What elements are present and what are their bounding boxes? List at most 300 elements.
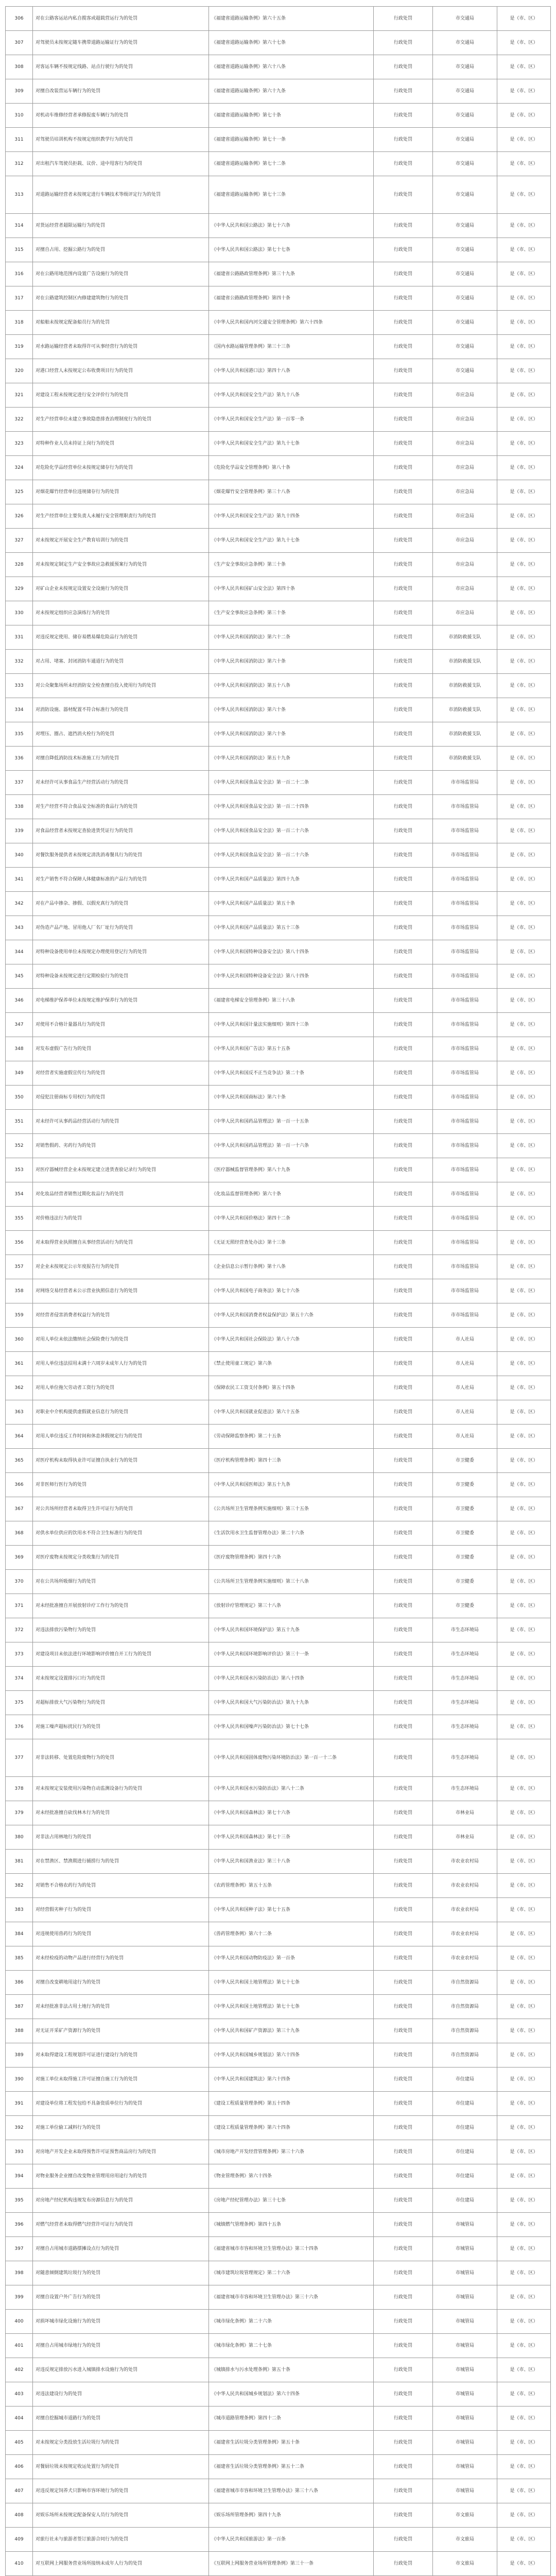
legal-basis-cell: 《中华人民共和国矿产资源法》第三十九条 xyxy=(208,2019,373,2043)
item-type-cell: 行政处罚 xyxy=(374,722,433,747)
department-cell: 市市场监管局 xyxy=(432,795,497,819)
level-flag-cell: 是（市、区） xyxy=(497,2261,551,2285)
table-row xyxy=(6,1425,551,1449)
department-cell: 市住建局 xyxy=(432,2164,497,2189)
department-cell: 市市场监管局 xyxy=(432,916,497,940)
level-flag-cell: 是（市、区） xyxy=(497,176,551,214)
legal-basis-cell: 《中华人民共和国产品质量法》第四十九条 xyxy=(208,868,373,892)
level-flag-cell: 是（市、区） xyxy=(497,31,551,55)
item-type-cell: 行政处罚 xyxy=(374,176,433,214)
department-cell: 市消防救援支队 xyxy=(432,722,497,747)
item-type-cell: 行政处罚 xyxy=(374,1231,433,1255)
item-name-cell: 对违规使用兽药行为的处罚 xyxy=(33,1922,209,1946)
department-cell: 市应急局 xyxy=(432,601,497,625)
item-type-cell: 行政处罚 xyxy=(374,1303,433,1328)
item-name-cell: 对违法排放污染物行为的处罚 xyxy=(33,1618,209,1642)
row-number-cell: 336 xyxy=(6,747,33,771)
item-name-cell: 对非医师行医行为的处罚 xyxy=(33,1473,209,1497)
item-name-cell: 对驾驶员未按规定随车携带道路运输证行为的处罚 xyxy=(33,31,209,55)
item-type-cell: 行政处罚 xyxy=(374,1739,433,1777)
table-row xyxy=(6,1570,551,1594)
level-flag-cell: 是（市、区） xyxy=(497,2092,551,2116)
item-name-cell: 对未经许可从事食品生产经营活动行为的处罚 xyxy=(33,771,209,795)
row-number-cell: 322 xyxy=(6,408,33,432)
legal-basis-cell: 《城市房地产开发经营管理条例》第三十六条 xyxy=(208,2140,373,2164)
item-type-cell: 行政处罚 xyxy=(374,1691,433,1715)
department-cell: 市人社局 xyxy=(432,1425,497,1449)
item-name-cell: 对经营者侵害消费者权益行为的处罚 xyxy=(33,1303,209,1328)
item-type-cell: 行政处罚 xyxy=(374,238,433,262)
legal-basis-cell: 《中华人民共和国商标法》第六十条 xyxy=(208,1086,373,1110)
item-type-cell: 行政处罚 xyxy=(374,1642,433,1667)
item-type-cell: 行政处罚 xyxy=(374,771,433,795)
legal-basis-cell: 《物业管理条例》第六十四条 xyxy=(208,2164,373,2189)
row-number-cell: 373 xyxy=(6,1642,33,1667)
level-flag-cell: 是（市、区） xyxy=(497,311,551,335)
item-type-cell: 行政处罚 xyxy=(374,2479,433,2503)
item-type-cell: 行政处罚 xyxy=(374,2382,433,2406)
item-type-cell: 行政处罚 xyxy=(374,2043,433,2067)
item-type-cell: 行政处罚 xyxy=(374,2116,433,2140)
table-row xyxy=(6,2503,551,2528)
item-name-cell: 对未经批准非法占用土地行为的处罚 xyxy=(33,1995,209,2019)
table-row xyxy=(6,1182,551,1207)
department-cell: 市交通局 xyxy=(432,152,497,176)
table-row xyxy=(6,1777,551,1801)
table-row xyxy=(6,1922,551,1946)
level-flag-cell: 是（市、区） xyxy=(497,2310,551,2334)
level-flag-cell: 是（市、区） xyxy=(497,1328,551,1352)
level-flag-cell: 是（市、区） xyxy=(497,1570,551,1594)
legal-basis-cell: 《公共场所卫生管理条例实施细则》第三十八条 xyxy=(208,1570,373,1594)
item-name-cell: 对驾驶员培训机构不按规定组织教学行为的处罚 xyxy=(33,128,209,152)
legal-basis-cell: 《中华人民共和国城乡规划法》第六十四条 xyxy=(208,2382,373,2406)
item-name-cell: 对建设工程未按规定进行安全评价行为的处罚 xyxy=(33,383,209,408)
legal-basis-cell: 《中华人民共和国电子商务法》第七十六条 xyxy=(208,1279,373,1303)
item-name-cell: 对占用、堵塞、封闭消防车通道行为的处罚 xyxy=(33,650,209,674)
level-flag-cell: 是（市、区） xyxy=(497,128,551,152)
legal-basis-cell: 《城镇排水与污水处理条例》第五十条 xyxy=(208,2358,373,2382)
item-type-cell: 行政处罚 xyxy=(374,2503,433,2528)
table-row xyxy=(6,722,551,747)
legal-basis-cell: 《化妆品监督管理条例》第六十条 xyxy=(208,1182,373,1207)
item-name-cell: 对未按规定安装使用污染物自动监测设备行为的处罚 xyxy=(33,1777,209,1801)
level-flag-cell: 是（市、区） xyxy=(497,771,551,795)
row-number-cell: 312 xyxy=(6,152,33,176)
table-row xyxy=(6,2528,551,2552)
item-name-cell: 对用人单位拖欠劳动者工资行为的处罚 xyxy=(33,1376,209,1400)
row-number-cell: 331 xyxy=(6,625,33,650)
item-name-cell: 对侵犯注册商标专用权行为的处罚 xyxy=(33,1086,209,1110)
row-number-cell: 383 xyxy=(6,1898,33,1922)
table-row xyxy=(6,601,551,625)
level-flag-cell: 是（市、区） xyxy=(497,1715,551,1739)
item-name-cell: 对擅自改装营运车辆行为的处罚 xyxy=(33,79,209,104)
item-type-cell: 行政处罚 xyxy=(374,152,433,176)
legal-basis-cell: 《福建省道路运输条例》第七十三条 xyxy=(208,176,373,214)
item-type-cell: 行政处罚 xyxy=(374,1995,433,2019)
item-type-cell: 行政处罚 xyxy=(374,1898,433,1922)
row-number-cell: 332 xyxy=(6,650,33,674)
item-name-cell: 对娱乐场所未按规定配备保安人员行为的处罚 xyxy=(33,2503,209,2528)
item-type-cell: 行政处罚 xyxy=(374,2019,433,2043)
row-number-cell: 401 xyxy=(6,2334,33,2358)
table-row xyxy=(6,2285,551,2310)
row-number-cell: 399 xyxy=(6,2285,33,2310)
row-number-cell: 394 xyxy=(6,2164,33,2189)
level-flag-cell: 是（市、区） xyxy=(497,625,551,650)
department-cell: 市市场监管局 xyxy=(432,1279,497,1303)
row-number-cell: 395 xyxy=(6,2189,33,2213)
level-flag-cell: 是（市、区） xyxy=(497,964,551,989)
table-row xyxy=(6,1946,551,1971)
table-row xyxy=(6,2310,551,2334)
item-type-cell: 行政处罚 xyxy=(374,1971,433,1995)
item-name-cell: 对违反规定使用、储存易燃易爆危险品行为的处罚 xyxy=(33,625,209,650)
legal-basis-cell: 《企业信息公示暂行条例》第十八条 xyxy=(208,1255,373,1279)
item-type-cell: 行政处罚 xyxy=(374,577,433,601)
row-number-cell: 390 xyxy=(6,2067,33,2092)
department-cell: 市卫健委 xyxy=(432,1449,497,1473)
legal-basis-cell: 《中华人民共和国特种设备安全法》第八十四条 xyxy=(208,964,373,989)
table-row xyxy=(6,1739,551,1777)
row-number-cell: 386 xyxy=(6,1971,33,1995)
item-type-cell: 行政处罚 xyxy=(374,286,433,311)
level-flag-cell: 是（市、区） xyxy=(497,2140,551,2164)
legal-basis-cell: 《福建省公路路政管理条例》第三十九条 xyxy=(208,262,373,286)
item-type-cell: 行政处罚 xyxy=(374,1618,433,1642)
row-number-cell: 372 xyxy=(6,1618,33,1642)
table-row xyxy=(6,1400,551,1425)
department-cell: 市交通局 xyxy=(432,214,497,238)
legal-basis-cell: 《城市绿化条例》第二十六条 xyxy=(208,2310,373,2334)
row-number-cell: 389 xyxy=(6,2043,33,2067)
row-number-cell: 345 xyxy=(6,964,33,989)
table-row xyxy=(6,1134,551,1158)
table-row xyxy=(6,747,551,771)
department-cell: 市交通局 xyxy=(432,311,497,335)
level-flag-cell: 是（市、区） xyxy=(497,2479,551,2503)
row-number-cell: 408 xyxy=(6,2503,33,2528)
legal-basis-cell: 《福建省道路运输条例》第六十九条 xyxy=(208,79,373,104)
department-cell: 市市场监管局 xyxy=(432,964,497,989)
department-cell: 市市场监管局 xyxy=(432,1231,497,1255)
item-type-cell: 行政处罚 xyxy=(374,79,433,104)
legal-basis-cell: 《中华人民共和国计量法实施细则》第四十三条 xyxy=(208,1013,373,1037)
table-row xyxy=(6,311,551,335)
legal-basis-cell: 《劳动保障监察条例》第二十五条 xyxy=(208,1425,373,1449)
level-flag-cell: 是（市、区） xyxy=(497,698,551,722)
row-number-cell: 337 xyxy=(6,771,33,795)
table-row xyxy=(6,2116,551,2140)
item-type-cell: 行政处罚 xyxy=(374,1946,433,1971)
item-type-cell: 行政处罚 xyxy=(374,892,433,916)
department-cell: 市住建局 xyxy=(432,2092,497,2116)
item-name-cell: 对销售假药、劣药行为的处罚 xyxy=(33,1134,209,1158)
row-number-cell: 400 xyxy=(6,2310,33,2334)
item-type-cell: 行政处罚 xyxy=(374,1922,433,1946)
department-cell: 市交通局 xyxy=(432,128,497,152)
level-flag-cell: 是（市、区） xyxy=(497,2189,551,2213)
row-number-cell: 391 xyxy=(6,2092,33,2116)
table-row xyxy=(6,698,551,722)
item-name-cell: 对未取得建设工程规划许可证进行建设行为的处罚 xyxy=(33,2043,209,2067)
table-row xyxy=(6,79,551,104)
item-name-cell: 对公共场所经营者未取得卫生许可证行为的处罚 xyxy=(33,1497,209,1521)
department-cell: 市生态环境局 xyxy=(432,1642,497,1667)
department-cell: 市城管局 xyxy=(432,2406,497,2431)
legal-basis-cell: 《医疗机构管理条例》第四十三条 xyxy=(208,1449,373,1473)
level-flag-cell: 是（市、区） xyxy=(497,1473,551,1497)
item-name-cell: 对矿山企业未按规定设置安全设施行为的处罚 xyxy=(33,577,209,601)
legal-basis-cell: 《中华人民共和国特种设备安全法》第八十四条 xyxy=(208,940,373,964)
row-number-cell: 329 xyxy=(6,577,33,601)
table-row xyxy=(6,2382,551,2406)
table-row xyxy=(6,843,551,868)
legal-basis-cell: 《中华人民共和国药品管理法》第一百一十六条 xyxy=(208,1134,373,1158)
item-name-cell: 对货运经营者超限运输行为的处罚 xyxy=(33,214,209,238)
legal-basis-cell: 《中华人民共和国旅游法》第一百条 xyxy=(208,2528,373,2552)
row-number-cell: 330 xyxy=(6,601,33,625)
row-number-cell: 407 xyxy=(6,2479,33,2503)
legal-basis-cell: 《城市建筑垃圾管理规定》第二十六条 xyxy=(208,2261,373,2285)
table-row xyxy=(6,2334,551,2358)
item-type-cell: 行政处罚 xyxy=(374,408,433,432)
legal-basis-cell: 《生产安全事故应急条例》第三十条 xyxy=(208,601,373,625)
table-row xyxy=(6,2552,551,2576)
table-row xyxy=(6,1850,551,1874)
legal-basis-cell: 《中华人民共和国港口法》第四十八条 xyxy=(208,359,373,383)
level-flag-cell: 是（市、区） xyxy=(497,359,551,383)
row-number-cell: 368 xyxy=(6,1521,33,1546)
legal-basis-cell: 《中华人民共和国安全生产法》第九十八条 xyxy=(208,383,373,408)
row-number-cell: 327 xyxy=(6,529,33,553)
row-number-cell: 335 xyxy=(6,722,33,747)
item-name-cell: 对违反规定饲养犬只影响市容环境行为的处罚 xyxy=(33,2479,209,2503)
department-cell: 市交通局 xyxy=(432,335,497,359)
row-number-cell: 355 xyxy=(6,1207,33,1231)
table-row xyxy=(6,2261,551,2285)
item-name-cell: 对职业中介机构提供虚假就业信息行为的处罚 xyxy=(33,1400,209,1425)
level-flag-cell: 是（市、区） xyxy=(497,2237,551,2261)
row-number-cell: 359 xyxy=(6,1303,33,1328)
item-type-cell: 行政处罚 xyxy=(374,1134,433,1158)
row-number-cell: 343 xyxy=(6,916,33,940)
row-number-cell: 325 xyxy=(6,480,33,504)
table-row xyxy=(6,553,551,577)
item-type-cell: 行政处罚 xyxy=(374,1110,433,1134)
legal-basis-cell: 《娱乐场所管理条例》第四十九条 xyxy=(208,2503,373,2528)
level-flag-cell: 是（市、区） xyxy=(497,1207,551,1231)
item-type-cell: 行政处罚 xyxy=(374,31,433,55)
legal-basis-cell: 《中华人民共和国安全生产法》第九十四条 xyxy=(208,504,373,529)
item-name-cell: 对生产经营单位未建立事故隐患排查治理制度行为的处罚 xyxy=(33,408,209,432)
item-type-cell: 行政处罚 xyxy=(374,989,433,1013)
department-cell: 市城管局 xyxy=(432,2334,497,2358)
legal-basis-cell: 《中华人民共和国药品管理法》第一百一十五条 xyxy=(208,1110,373,1134)
department-cell: 市应急局 xyxy=(432,432,497,456)
legal-basis-cell: 《中华人民共和国渔业法》第三十八条 xyxy=(208,1850,373,1874)
department-cell: 市城管局 xyxy=(432,2479,497,2503)
table-row xyxy=(6,1497,551,1521)
table-row xyxy=(6,480,551,504)
item-name-cell: 对医疗器械经营企业未按规定建立进货查验记录行为的处罚 xyxy=(33,1158,209,1182)
department-cell: 市卫健委 xyxy=(432,1473,497,1497)
table-row xyxy=(6,31,551,55)
legal-basis-cell: 《建设工程质量管理条例》第五十四条 xyxy=(208,2092,373,2116)
department-cell: 市住建局 xyxy=(432,2067,497,2092)
item-name-cell: 对未按规定设置排污口行为的处罚 xyxy=(33,1667,209,1691)
department-cell: 市卫健委 xyxy=(432,1570,497,1594)
legal-basis-cell: 《生活饮用水卫生监督管理办法》第二十六条 xyxy=(208,1521,373,1546)
level-flag-cell: 是（市、区） xyxy=(497,1874,551,1898)
row-number-cell: 334 xyxy=(6,698,33,722)
level-flag-cell: 是（市、区） xyxy=(497,722,551,747)
table-row xyxy=(6,1158,551,1182)
item-type-cell: 行政处罚 xyxy=(374,529,433,553)
item-type-cell: 行政处罚 xyxy=(374,1570,433,1594)
level-flag-cell: 是（市、区） xyxy=(497,1376,551,1400)
legal-basis-cell: 《中华人民共和国就业促进法》第六十五条 xyxy=(208,1400,373,1425)
item-name-cell: 对擅自降低消防技术标准施工行为的处罚 xyxy=(33,747,209,771)
department-cell: 市城管局 xyxy=(432,2237,497,2261)
legal-basis-cell: 《中华人民共和国环境保护法》第五十九条 xyxy=(208,1618,373,1642)
row-number-cell: 354 xyxy=(6,1182,33,1207)
row-number-cell: 393 xyxy=(6,2140,33,2164)
table-row xyxy=(6,214,551,238)
item-type-cell: 行政处罚 xyxy=(374,359,433,383)
level-flag-cell: 是（市、区） xyxy=(497,1594,551,1618)
row-number-cell: 313 xyxy=(6,176,33,214)
legal-basis-cell: 《福建省公路路政管理条例》第四十条 xyxy=(208,286,373,311)
level-flag-cell: 是（市、区） xyxy=(497,1086,551,1110)
item-name-cell: 对经营者实施虚假宣传行为的处罚 xyxy=(33,1061,209,1086)
level-flag-cell: 是（市、区） xyxy=(497,152,551,176)
level-flag-cell: 是（市、区） xyxy=(497,1182,551,1207)
table-row xyxy=(6,55,551,79)
department-cell: 市市场监管局 xyxy=(432,771,497,795)
item-name-cell: 对价格违法行为的处罚 xyxy=(33,1207,209,1231)
item-name-cell: 对在禁渔区、禁渔期进行捕捞行为的处罚 xyxy=(33,1850,209,1874)
legal-basis-cell: 《中华人民共和国社会保险法》第八十六条 xyxy=(208,1328,373,1352)
level-flag-cell: 是（市、区） xyxy=(497,104,551,128)
table-row xyxy=(6,795,551,819)
table-row xyxy=(6,1594,551,1618)
table-row xyxy=(6,7,551,31)
department-cell: 市交通局 xyxy=(432,238,497,262)
department-cell: 市交通局 xyxy=(432,286,497,311)
legal-basis-cell: 《中华人民共和国消防法》第五十九条 xyxy=(208,747,373,771)
department-cell: 市林业局 xyxy=(432,1825,497,1850)
legal-basis-cell: 《中华人民共和国消防法》第六十条 xyxy=(208,698,373,722)
department-cell: 市消防救援支队 xyxy=(432,625,497,650)
item-type-cell: 行政处罚 xyxy=(374,2285,433,2310)
legal-basis-cell: 《中华人民共和国固体废物污染环境防治法》第一百一十二条 xyxy=(208,1739,373,1777)
department-cell: 市住建局 xyxy=(432,2189,497,2213)
row-number-cell: 311 xyxy=(6,128,33,152)
table-row xyxy=(6,2358,551,2382)
department-cell: 市市场监管局 xyxy=(432,989,497,1013)
level-flag-cell: 是（市、区） xyxy=(497,577,551,601)
legal-basis-cell: 《烟花爆竹安全管理条例》第三十八条 xyxy=(208,480,373,504)
table-row xyxy=(6,1618,551,1642)
level-flag-cell: 是（市、区） xyxy=(497,2382,551,2406)
legal-basis-cell: 《福建省城市市容和环境卫生管理办法》第三十六条 xyxy=(208,2285,373,2310)
item-type-cell: 行政处罚 xyxy=(374,2552,433,2576)
item-name-cell: 对建设单位将工程发包给不具备资质单位行为的处罚 xyxy=(33,2092,209,2116)
item-name-cell: 对埋压、圈占、遮挡消火栓行为的处罚 xyxy=(33,722,209,747)
row-number-cell: 398 xyxy=(6,2261,33,2285)
legal-basis-cell: 《中华人民共和国价格法》第四十二条 xyxy=(208,1207,373,1231)
item-type-cell: 行政处罚 xyxy=(374,335,433,359)
item-name-cell: 对施工单位偷工减料行为的处罚 xyxy=(33,2116,209,2140)
item-name-cell: 对发布虚假广告行为的处罚 xyxy=(33,1037,209,1061)
table-row xyxy=(6,964,551,989)
item-type-cell: 行政处罚 xyxy=(374,1473,433,1497)
item-type-cell: 行政处罚 xyxy=(374,214,433,238)
row-number-cell: 357 xyxy=(6,1255,33,1279)
table-row xyxy=(6,286,551,311)
table-row xyxy=(6,152,551,176)
item-type-cell: 行政处罚 xyxy=(374,1874,433,1898)
row-number-cell: 379 xyxy=(6,1801,33,1825)
department-cell: 市人社局 xyxy=(432,1328,497,1352)
level-flag-cell: 是（市、区） xyxy=(497,1995,551,2019)
department-cell: 市人社局 xyxy=(432,1352,497,1376)
table-row xyxy=(6,238,551,262)
legal-basis-cell: 《中华人民共和国消费者权益保护法》第五十六条 xyxy=(208,1303,373,1328)
level-flag-cell: 是（市、区） xyxy=(497,1134,551,1158)
item-type-cell: 行政处罚 xyxy=(374,1328,433,1352)
item-type-cell: 行政处罚 xyxy=(374,1521,433,1546)
legal-basis-cell: 《中华人民共和国土地管理法》第七十七条 xyxy=(208,1971,373,1995)
table-row xyxy=(6,2019,551,2043)
legal-basis-cell: 《福建省城市市容和环境卫生管理办法》第三十八条 xyxy=(208,2479,373,2503)
level-flag-cell: 是（市、区） xyxy=(497,2164,551,2189)
item-name-cell: 对未经批准擅自砍伐林木行为的处罚 xyxy=(33,1801,209,1825)
row-number-cell: 324 xyxy=(6,456,33,480)
item-name-cell: 对在产品中掺杂、掺假、以假充真行为的处罚 xyxy=(33,892,209,916)
level-flag-cell: 是（市、区） xyxy=(497,1110,551,1134)
item-name-cell: 对物业服务企业擅自改变物业管理用房用途行为的处罚 xyxy=(33,2164,209,2189)
department-cell: 市应急局 xyxy=(432,456,497,480)
department-cell: 市市场监管局 xyxy=(432,1182,497,1207)
row-number-cell: 375 xyxy=(6,1691,33,1715)
item-name-cell: 对在公路建筑控制区内修建建筑物行为的处罚 xyxy=(33,286,209,311)
department-cell: 市住建局 xyxy=(432,2116,497,2140)
department-cell: 市应急局 xyxy=(432,529,497,553)
item-name-cell: 对互联网上网服务营业场所接纳未成年人行为的处罚 xyxy=(33,2552,209,2576)
item-type-cell: 行政处罚 xyxy=(374,650,433,674)
row-number-cell: 376 xyxy=(6,1715,33,1739)
level-flag-cell: 是（市、区） xyxy=(497,1013,551,1037)
item-name-cell: 对建设项目未依法进行环境影响评价擅自开工行为的处罚 xyxy=(33,1642,209,1667)
table-row xyxy=(6,2140,551,2164)
item-type-cell: 行政处罚 xyxy=(374,1400,433,1425)
item-type-cell: 行政处罚 xyxy=(374,940,433,964)
department-cell: 市市场监管局 xyxy=(432,868,497,892)
department-cell: 市农业农村局 xyxy=(432,1922,497,1946)
level-flag-cell: 是（市、区） xyxy=(497,1231,551,1255)
legal-basis-cell: 《医疗器械监督管理条例》第八十九条 xyxy=(208,1158,373,1182)
item-type-cell: 行政处罚 xyxy=(374,674,433,698)
table-row xyxy=(6,1303,551,1328)
row-number-cell: 406 xyxy=(6,2455,33,2479)
row-number-cell: 384 xyxy=(6,1922,33,1946)
table-row xyxy=(6,529,551,553)
department-cell: 市自然资源局 xyxy=(432,2019,497,2043)
department-cell: 市市场监管局 xyxy=(432,1134,497,1158)
